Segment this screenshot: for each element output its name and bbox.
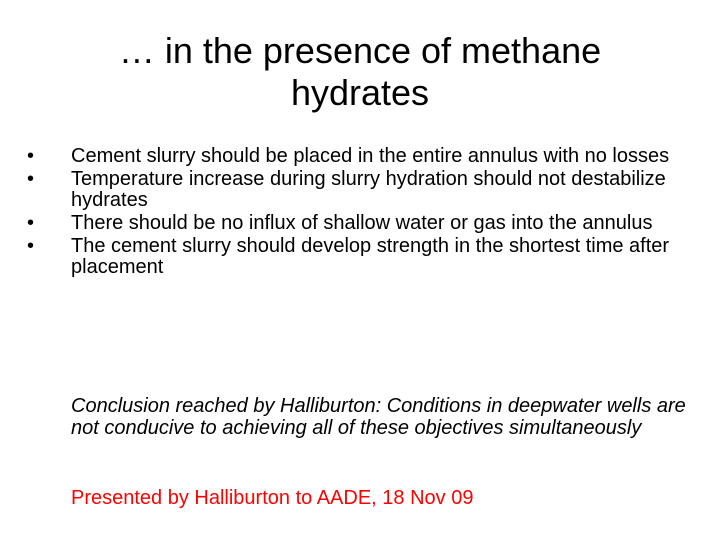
bullet-item <box>26 169 696 211</box>
presented-by-text: Presented by Halliburton to AADE, 18 Nov 09 <box>71 487 474 509</box>
bullet-dot: • <box>27 212 35 234</box>
bullet-dot: • <box>27 168 35 190</box>
bullet-text: Cement slurry should be placed in the entire annulus with no losses <box>71 145 670 167</box>
bullet-list <box>26 146 696 280</box>
slide-title <box>40 30 680 114</box>
bullet-item <box>26 236 696 278</box>
bullet-text: There should be no influx of shallow water or gas into the annulus <box>71 212 653 234</box>
bullet-text: Temperature increase during slurry hydration should not destabilize hydrates <box>71 168 666 211</box>
bullet-item <box>26 213 696 234</box>
bullet-item <box>26 146 696 167</box>
slide-title-line-1: … in the presence of methane <box>118 30 602 71</box>
bullet-dot: • <box>27 145 35 167</box>
slide-title-line-2: hydrates <box>290 72 430 113</box>
bullet-dot: • <box>27 235 35 257</box>
conclusion-text: Conclusion reached by Halliburton: Conditions in deepwater wells are not conducive to achieving all of these objectives simultaneously <box>71 395 686 439</box>
bullet-text: The cement slurry should develop strength in the shortest time after placement <box>71 235 670 278</box>
